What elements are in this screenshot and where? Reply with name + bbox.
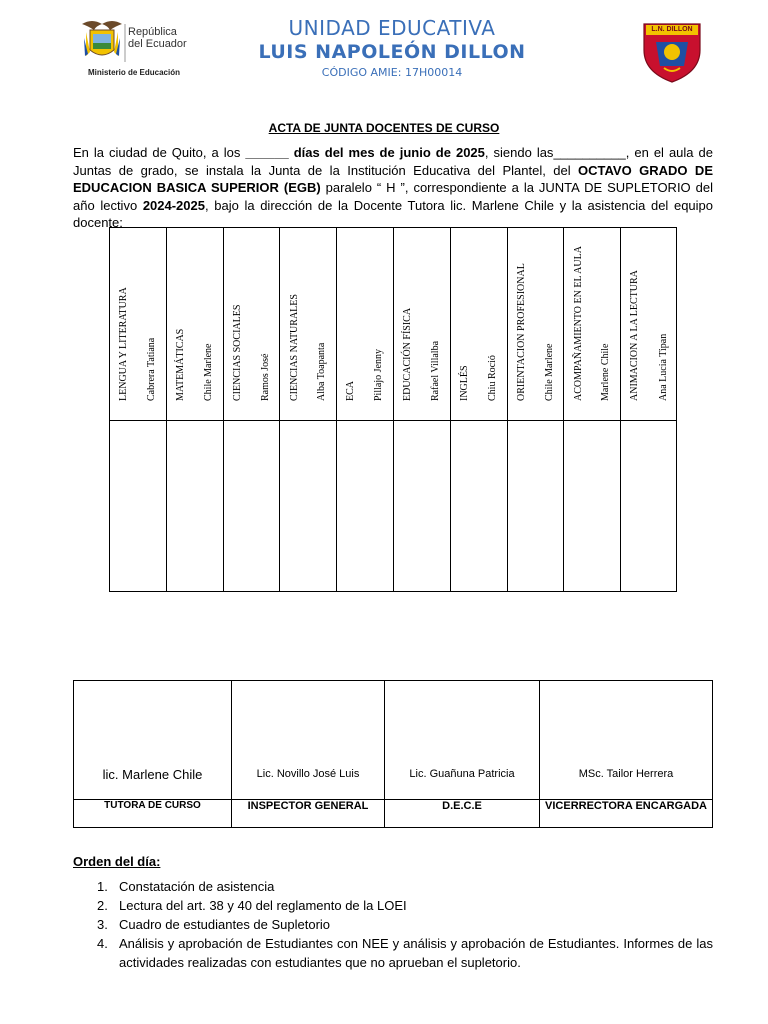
- teacher-header: [366, 228, 393, 420]
- intro-grade: OCTAVO GRADO DE EDUCACION BASICA SUPERIOR (EGB): [73, 162, 713, 195]
- signer-role: TUTORA DE CURSO: [104, 800, 201, 811]
- signer-name: Lic. Novillo José Luis: [256, 768, 360, 780]
- orden-item-text: Análisis y aprobación de Estudiantes con NEE y análisis y aprobación de Estudiantes. Informes de las actividades realizadas con estudiantes que no aprueban el supletorio.: [119, 936, 713, 970]
- subject-label: CIENCIAS NATURALES: [288, 294, 300, 401]
- subject-column: [337, 228, 365, 591]
- teacher-column: [366, 228, 394, 591]
- orden-item-number: 1.: [97, 879, 108, 894]
- subject-header: [621, 228, 649, 420]
- orden-item-text: Cuadro de estudiantes de Supletorio: [119, 917, 331, 932]
- teacher-column: [252, 228, 280, 591]
- orden-item: [73, 915, 713, 934]
- teacher-column: [650, 228, 678, 591]
- signer-role: D.E.C.E: [442, 800, 482, 812]
- teacher-name: Ramos José: [259, 353, 271, 401]
- teacher-column: [309, 228, 337, 591]
- teacher-name: Alba Toapanta: [316, 342, 328, 401]
- republica-text: República: [128, 26, 177, 38]
- intro-part1: En la ciudad de Quito, a los: [73, 145, 246, 160]
- subject-column: [564, 228, 592, 591]
- subject-label: ORIENTACION PROFESIONAL: [515, 263, 527, 401]
- institution-line1: UNIDAD EDUCATIVA: [288, 16, 496, 40]
- teacher-header: [138, 228, 165, 420]
- orden-item-number: 3.: [97, 917, 108, 932]
- subject-header: [508, 228, 536, 420]
- document-title: ACTA DE JUNTA DOCENTES DE CURSO: [268, 121, 500, 135]
- orden-heading: Orden del día:: [73, 854, 161, 869]
- subject-column: [110, 228, 138, 591]
- teacher-header: [309, 228, 336, 420]
- teacher-header: [593, 228, 620, 420]
- subject-header: [394, 228, 422, 420]
- teacher-name: Ana Lucia Tipan: [657, 333, 669, 401]
- signature-cell: [385, 681, 540, 827]
- signature-cell: [74, 681, 232, 827]
- subject-column: [167, 228, 195, 591]
- amie-code: CÓDIGO AMIE: 17H00014: [321, 66, 463, 79]
- teacher-name: Chile Marlene: [202, 343, 214, 401]
- teacher-column: [195, 228, 223, 591]
- teacher-column: [536, 228, 564, 591]
- teacher-header: [479, 228, 506, 420]
- subject-column: [621, 228, 649, 591]
- teacher-name: Rafael Villalba: [430, 340, 442, 401]
- teacher-column: [422, 228, 450, 591]
- subject-header: [110, 228, 138, 420]
- intro-part8: , bajo la dirección de la Docente Tutora lic. Marlene Chile y la asistencia del equipo docente:: [73, 197, 713, 230]
- subject-label: LENGUA Y LITERATURA: [118, 287, 130, 401]
- subject-label: ECA: [345, 381, 357, 401]
- teacher-column: [593, 228, 621, 591]
- time-blank: __________: [553, 145, 626, 160]
- orden-item: [73, 896, 713, 915]
- del-ecuador-text: del Ecuador: [128, 38, 187, 50]
- signer-role: VICERRECTORA ENCARGADA: [545, 800, 707, 812]
- subject-header: [280, 228, 308, 420]
- subject-header: [224, 228, 252, 420]
- teacher-column: [138, 228, 166, 591]
- subject-label: CIENCIAS SOCIALES: [231, 304, 243, 401]
- teacher-header: [195, 228, 222, 420]
- teacher-header: [252, 228, 279, 420]
- school-shield-text: L.N. DILLON: [651, 26, 693, 33]
- teacher-name: Chile Marlene: [543, 343, 555, 401]
- subject-label: ACOMPAÑAMIENTO EN EL AULA: [572, 246, 584, 401]
- subject-label: MATEMÁTICAS: [174, 328, 186, 401]
- subject-column: [280, 228, 308, 591]
- teacher-header: [422, 228, 449, 420]
- subject-label: INGLÉS: [458, 365, 470, 401]
- teacher-name: Marlene Chile: [600, 343, 612, 401]
- orden-item-number: 4.: [97, 936, 108, 951]
- signature-cell: [540, 681, 712, 827]
- teacher-header: [650, 228, 678, 420]
- school-shield-logo: [642, 20, 702, 86]
- signatures-table: [73, 680, 713, 828]
- day-blank: ______: [245, 145, 289, 160]
- intro-date: días del mes de junio de 2025: [288, 145, 485, 160]
- orden-item-text: Constatación de asistencia: [119, 879, 275, 894]
- signature-cell: [232, 681, 385, 827]
- subject-header: [451, 228, 479, 420]
- ministry-logo: [78, 16, 190, 82]
- signer-role: INSPECTOR GENERAL: [247, 800, 369, 812]
- subject-column: [394, 228, 422, 591]
- signer-name: MSc. Tailor Herrera: [578, 768, 674, 780]
- subject-header: [337, 228, 365, 420]
- intro-part6: paralelo “ H ”, correspondiente a la JUNTA DE SUPLETORIO del año lectivo: [73, 180, 713, 213]
- subject-label: ANIMACION A LA LECTURA: [629, 270, 641, 401]
- orden-item: [73, 934, 713, 972]
- orden-item-number: 2.: [97, 898, 108, 913]
- teachers-table: [109, 227, 677, 592]
- signer-name: lic. Marlene Chile: [102, 767, 203, 782]
- intro-part4: , en el aula de Juntas de grado, se instala la Junta de la Institución Educativa del Plantel, del: [73, 145, 713, 178]
- orden-item: [73, 877, 713, 896]
- intro-year: 2024-2025: [142, 197, 205, 213]
- subject-header: [167, 228, 195, 420]
- intro-part3: , siendo las: [484, 145, 554, 160]
- subject-column: [508, 228, 536, 591]
- subject-column: [451, 228, 479, 591]
- subject-column: [224, 228, 252, 591]
- orden-list: [73, 877, 713, 972]
- institution-header: [200, 16, 584, 81]
- teacher-name: Chiu Roció: [486, 355, 498, 401]
- teacher-header: [536, 228, 563, 420]
- teacher-column: [479, 228, 507, 591]
- institution-line2: LUIS NAPOLEÓN DILLON: [258, 41, 526, 63]
- teacher-name: Cabrera Tatiana: [146, 337, 158, 401]
- ministry-name: Ministerio de Educación: [87, 68, 180, 77]
- subject-header: [564, 228, 592, 420]
- signer-name: Lic. Guañuna Patricia: [409, 768, 515, 780]
- orden-item-text: Lectura del art. 38 y 40 del reglamento de la LOEI: [119, 898, 407, 913]
- subject-label: EDUCACIÓN FÍSICA: [402, 307, 414, 401]
- teacher-name: Pillajo Jenny: [373, 349, 385, 401]
- intro-paragraph: [73, 144, 713, 232]
